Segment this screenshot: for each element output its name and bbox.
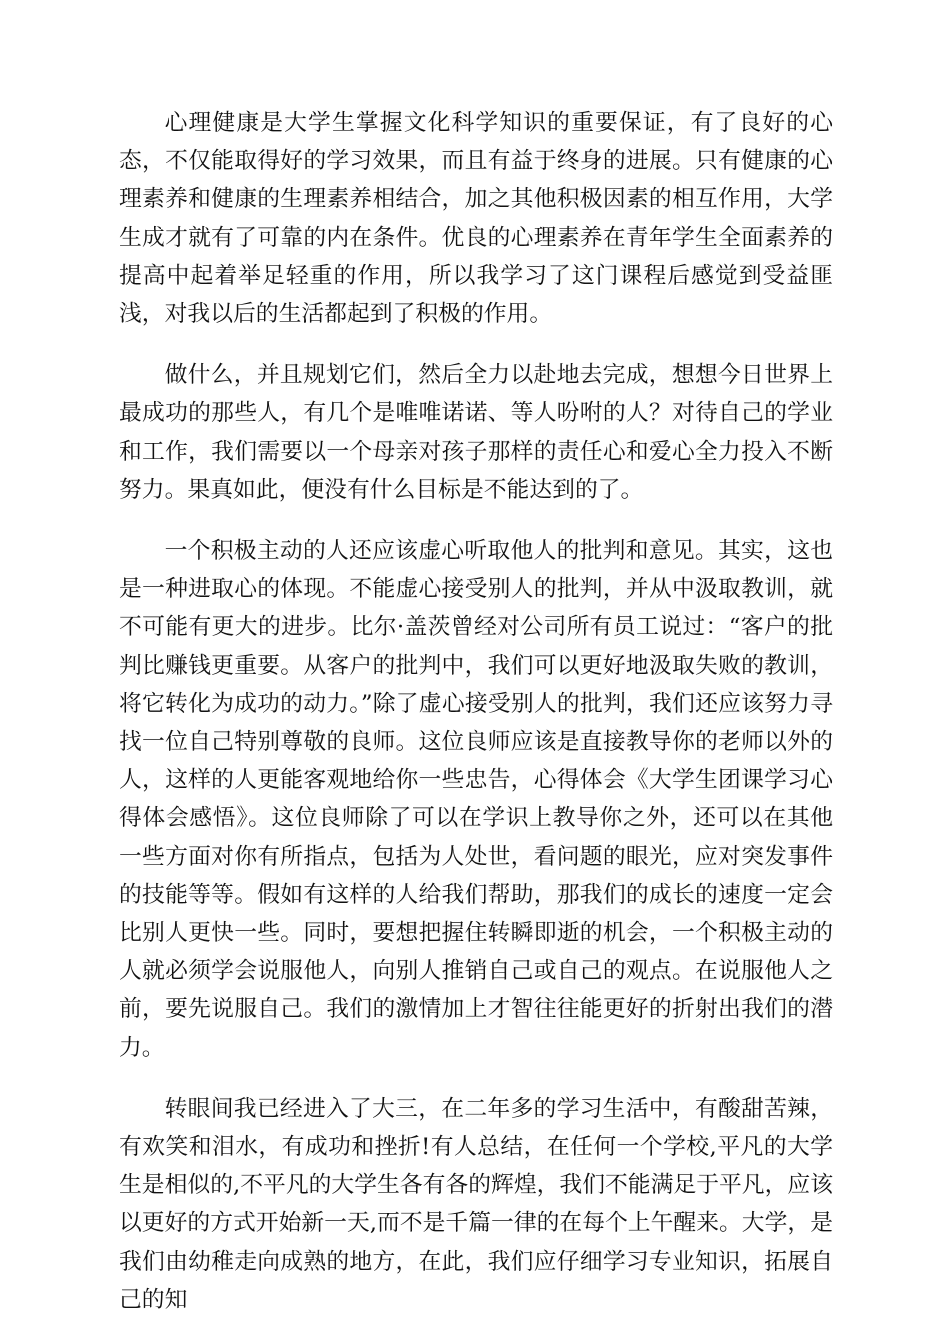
document-page: [119, 104, 833, 1342]
paragraph-4: 转眼间我已经进入了大三，在二年多的学习生活中，有酸甜苦辣，有欢笑和泪水，有成功和挫折!有人总结，在任何一个学校,平凡的大学生是相似的,不平凡的大学生各有各的辉煌，我们不能满足于平凡，应该以更好的方式开始新一天,而不是千篇一律的在每个上午醒来。大学，是我们由幼稚走向成熟的地方，在此，我们应仔细学习专业知识，拓展自己的知: [119, 1095, 833, 1313]
paragraph-1: 心理健康是大学生掌握文化科学知识的重要保证，有了良好的心态，不仅能取得好的学习效果，而且有益于终身的进展。只有健康的心理素养和健康的生理素养相结合，加之其他积极因素的相互作用，大学生成才就有了可靠的内在条件。优良的心理素养在青年学生全面素养的提高中起着举足轻重的作用，所以我学习了这门课程后感觉到受益匪浅，对我以后的生活都起到了积极的作用。: [119, 110, 833, 328]
paragraph-2: 做什么，并且规划它们，然后全力以赴地去完成，想想今日世界上最成功的那些人，有几个是唯唯诺诺、等人吩咐的人？对待自己的学业和工作，我们需要以一个母亲对孩子那样的责任心和爱心全力投入不断努力。果真如此，便没有什么目标是不能达到的了。: [119, 362, 833, 503]
paragraph-3: 一个积极主动的人还应该虚心听取他人的批判和意见。其实，这也是一种进取心的体现。不能虚心接受别人的批判，并从中汲取教训，就不可能有更大的进步。比尔·盖茨曾经对公司所有员工说过：“客户的批判比赚钱更重要。从客户的批判中，我们可以更好地汲取失败的教训，将它转化为成功的动力。”除了虚心接受别人的批判，我们还应该努力寻找一位自己特别尊敬的良师。这位良师应该是直接教导你的老师以外的人，这样的人更能客观地给你一些忠告，心得体会《大学生团课学习心得体会感悟》。这位良师除了可以在学识上教导你之外，还可以在其他一些方面对你有所指点，包括为人处世，看问题的眼光，应对突发事件的技能等等。假如有这样的人给我们帮助，那我们的成长的速度一定会比别人更快一些。同时，要想把握住转瞬即逝的机会，一个积极主动的人就必须学会说服他人，向别人推销自己或自己的观点。在说服他人之前，要先说服自己。我们的激情加上才智往往能更好的折射出我们的潜力。: [119, 538, 833, 1061]
